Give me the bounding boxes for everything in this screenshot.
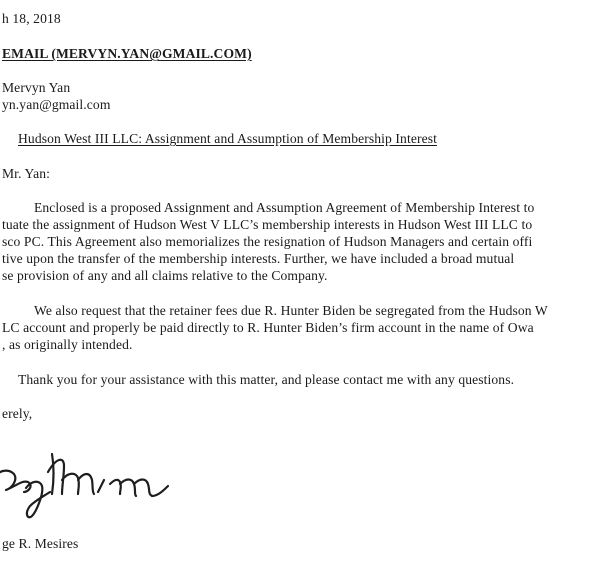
paragraph-2-line: We also request that the retainer fees due R. Hunter Biden be segregated from the Hudson W bbox=[34, 303, 548, 318]
delivery-method: EMAIL (MERVYN.YAN@GMAIL.COM) bbox=[2, 46, 252, 61]
paragraph-1-line: tive upon the transfer of the membership interests. Further, we have included a broad mutual bbox=[2, 251, 515, 266]
salutation: Mr. Yan: bbox=[2, 166, 51, 181]
paragraph-1-line: sco PC. This Agreement also memorializes the resignation of Hudson Managers and certain offi bbox=[2, 234, 533, 249]
letter-date: h 18, 2018 bbox=[2, 11, 61, 26]
paragraph-3: Thank you for your assistance with this matter, and please contact me with any questions. bbox=[18, 372, 515, 387]
paragraph-1-line: se provision of any and all claims relative to the Company. bbox=[2, 268, 328, 283]
paragraph-1-line: tuate the assignment of Hudson West V LLC’s membership interests in Hudson West III LLC to bbox=[2, 217, 533, 232]
signer-name: ge R. Mesires bbox=[2, 536, 79, 551]
recipient-email: yn.yan@gmail.com bbox=[2, 97, 111, 112]
paragraph-1-line: Enclosed is a proposed Assignment and Assumption Agreement of Membership Interest to bbox=[34, 200, 535, 215]
recipient-name: Mervyn Yan bbox=[2, 80, 71, 95]
subject-line: Hudson West III LLC: Assignment and Assumption of Membership Interest bbox=[18, 131, 437, 146]
handwritten-signature bbox=[0, 450, 182, 522]
closing: erely, bbox=[2, 406, 33, 421]
paragraph-2-line: , as originally intended. bbox=[2, 337, 133, 352]
paragraph-2-line: LC account and properly be paid directly to R. Hunter Biden’s firm account in the name of Owa bbox=[2, 320, 534, 335]
